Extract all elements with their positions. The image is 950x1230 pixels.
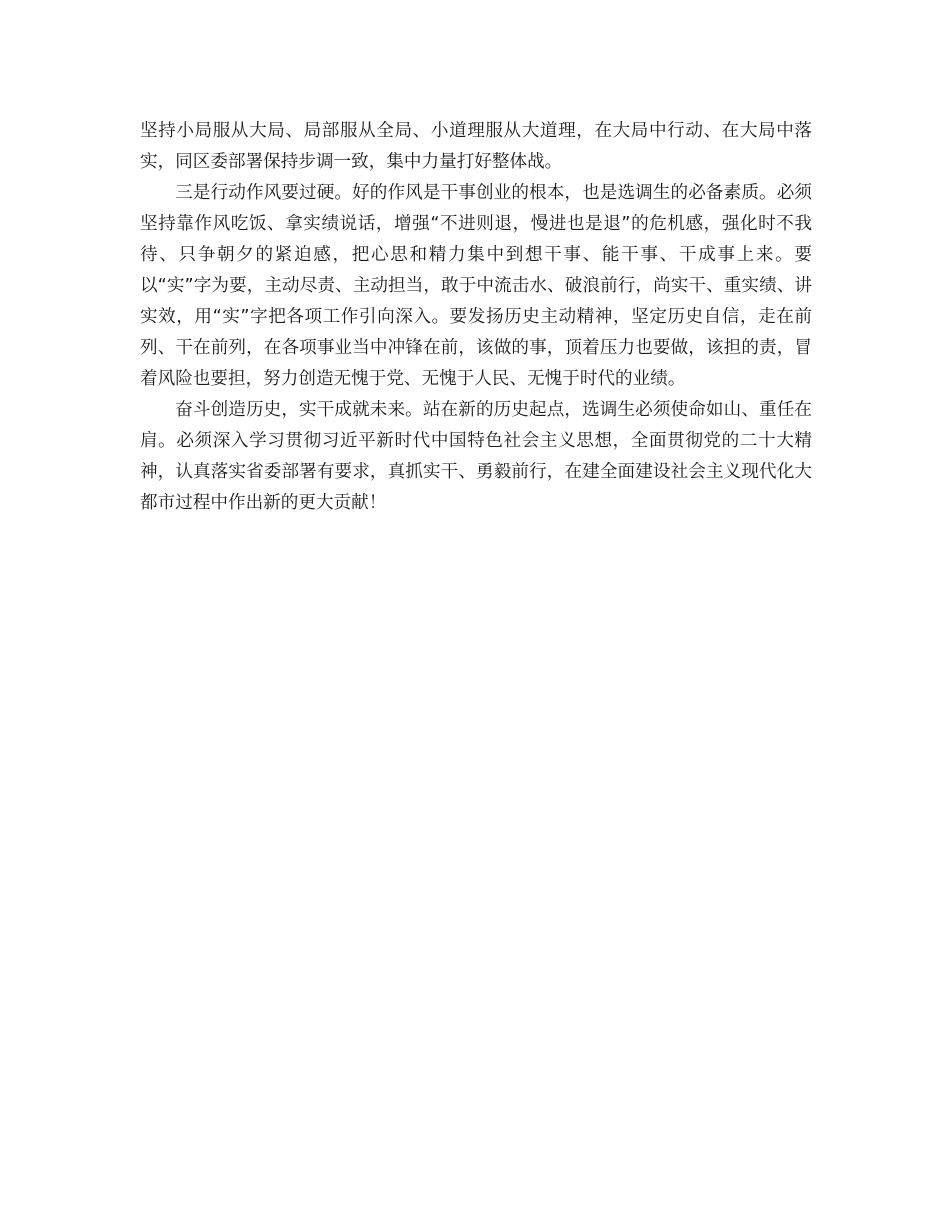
paragraph-continuation: 坚持小局服从大局、局部服从全局、小道理服从大道理，在大局中行动、在大局中落实，同区委部署保持步调一致，集中力量打好整体战。: [140, 121, 812, 172]
paragraph-work-style: 三是行动作风要过硬。好的作风是干事创业的根本，也是选调生的必备素质。必须坚持靠作风吃饭、拿实绩说话，增强“不进则退，慢进也是退”的危机感，强化时不我待、只争朝夕的紧迫感，把心思和精力集中到想干事、能干事、干成事上来。要以“实”字为要，主动尽责、主动担当，敢于中流击水、破浪前行，尚实干、重实绩、讲实效，用“实”字把各项工作引向深入。要发扬历史主动精神，坚定历史自信，走在前列、干在前列，在各项事业当中冲锋在前，该做的事，顶着压力也要做，该担的责，冒着风险也要担，努力创造无愧于党、无愧于人民、无愧于时代的业绩。: [140, 183, 812, 389]
paragraph-conclusion: 奋斗创造历史，实干成就未来。站在新的历史起点，选调生必须使命如山、重任在肩。必须深入学习贯彻习近平新时代中国特色社会主义思想，全面贯彻党的二十大精神，认真落实省委部署有要求，真抓实干、勇毅前行，在建全面建设社会主义现代化大都市过程中作出新的更大贡献！: [140, 400, 812, 513]
document-body: [140, 116, 812, 519]
